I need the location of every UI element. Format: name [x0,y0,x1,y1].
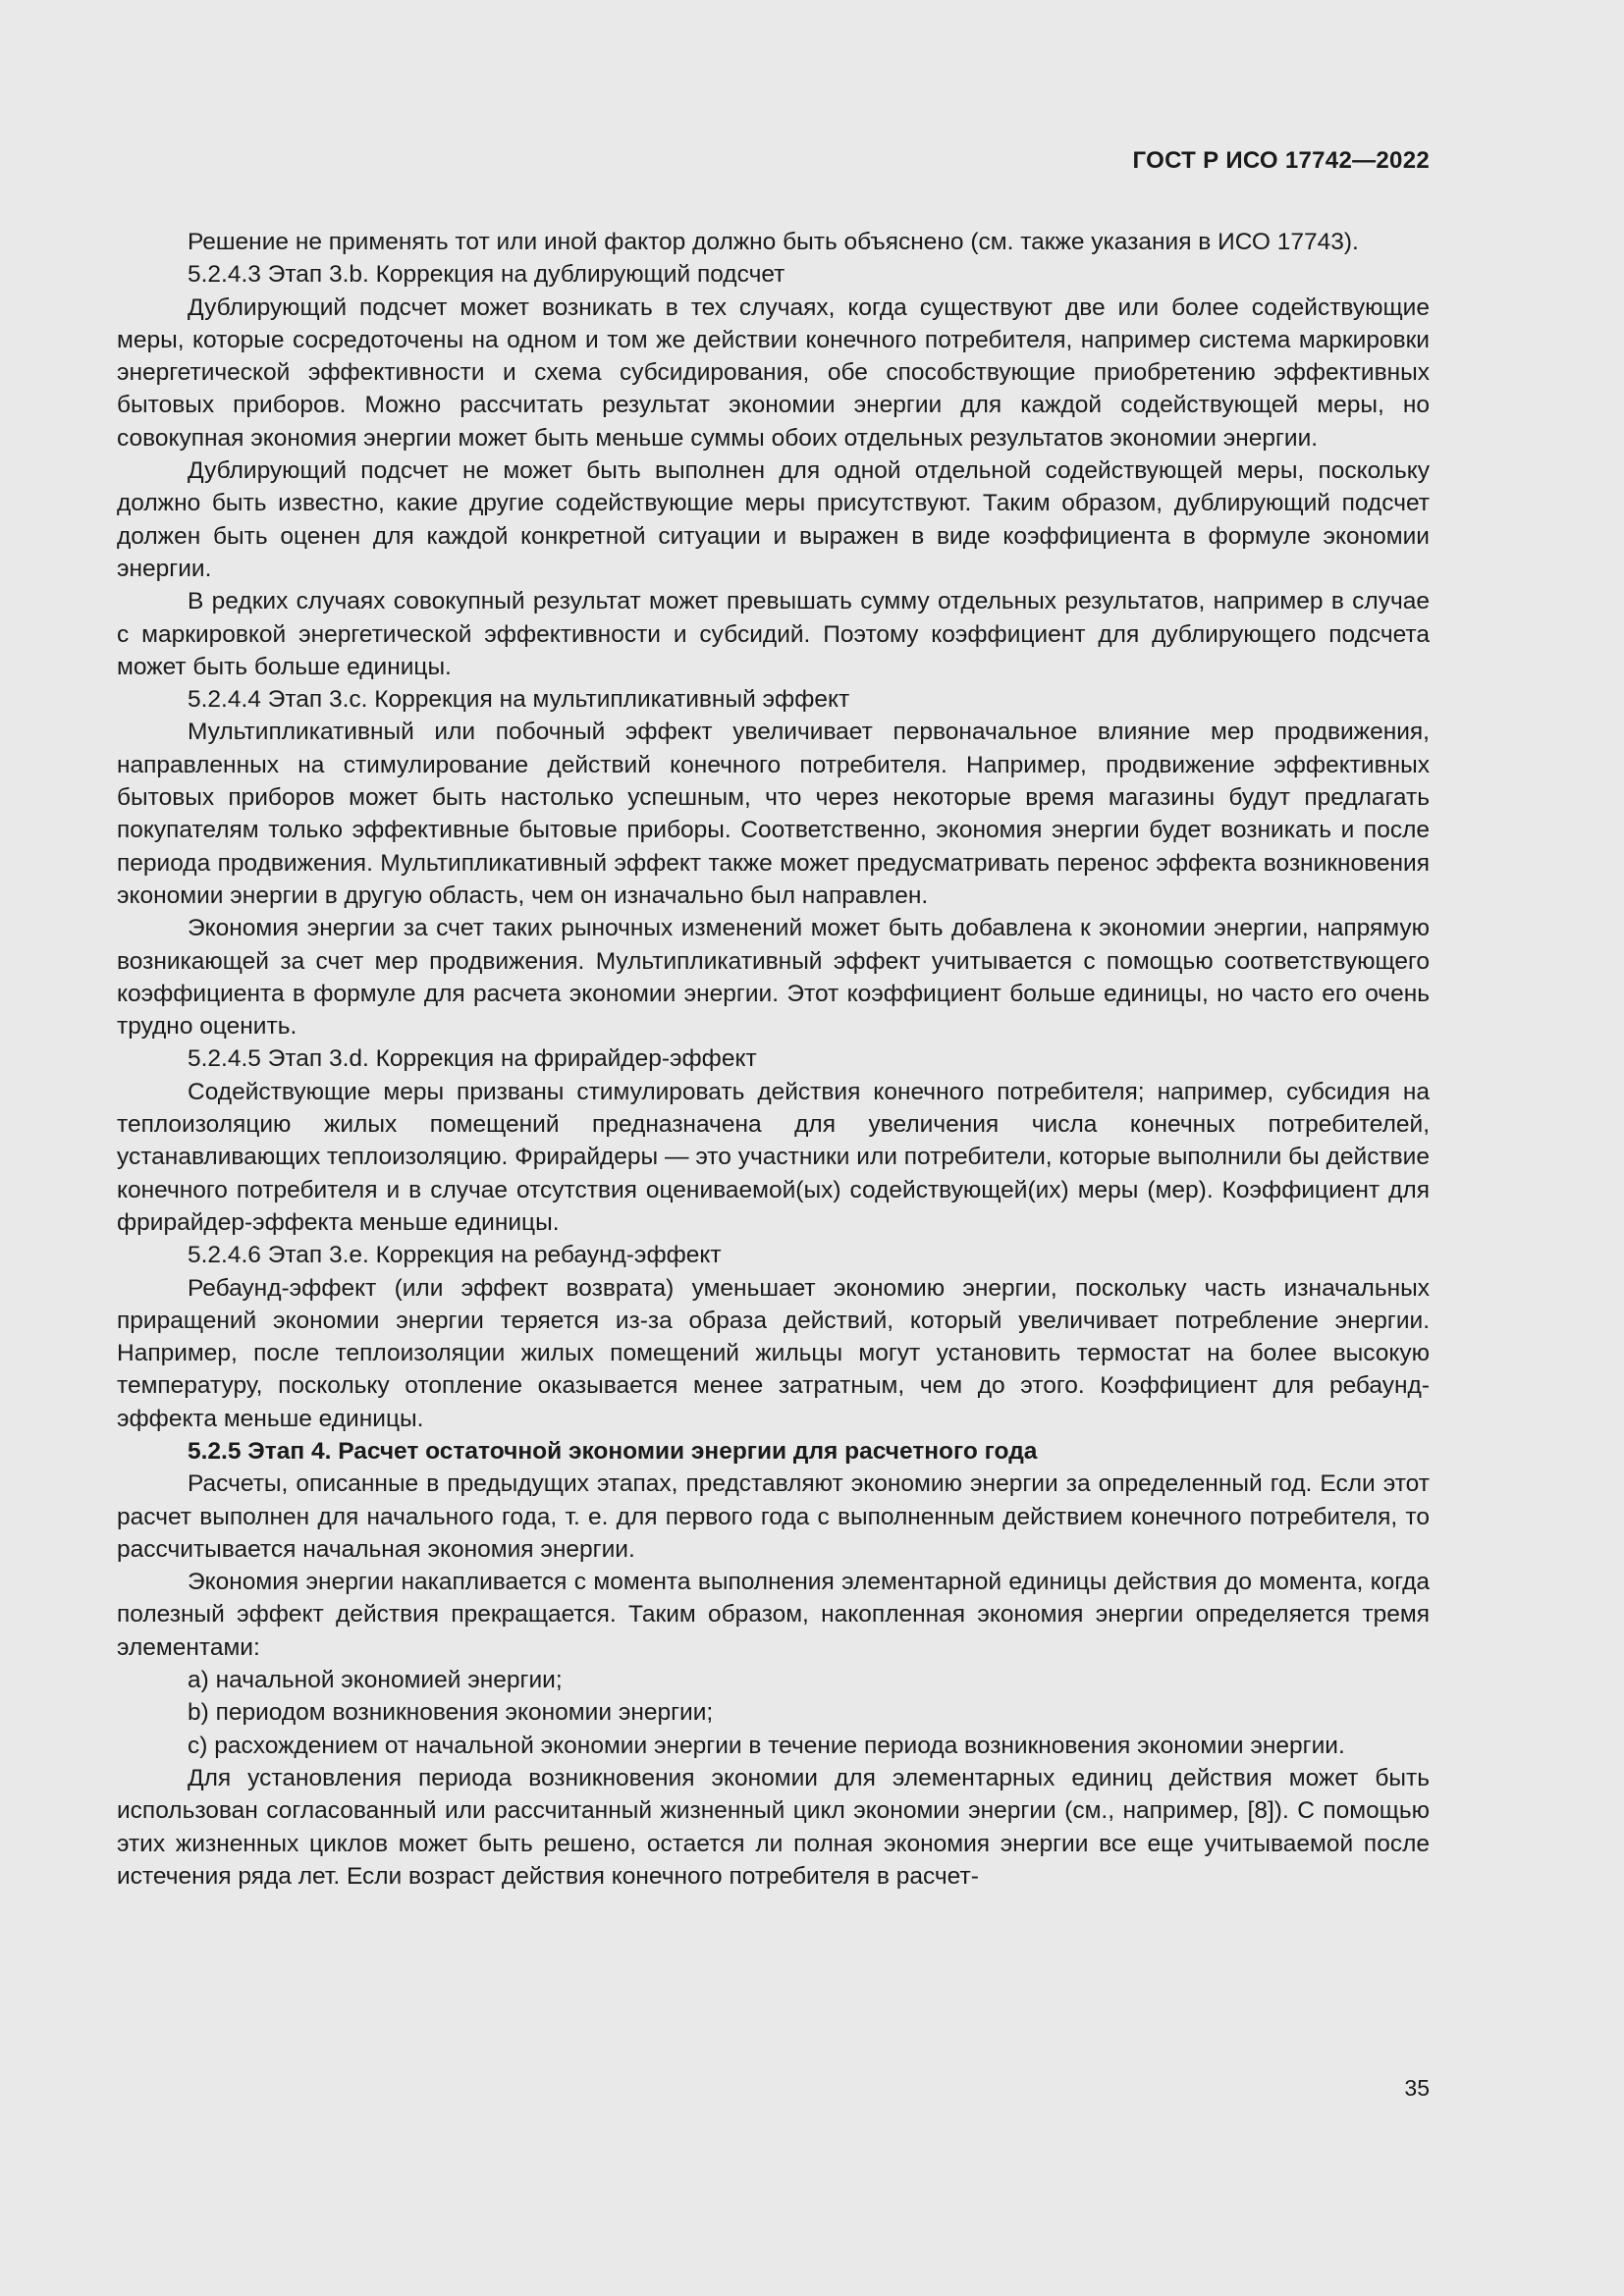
section-heading: 5.2.4.4 Этап 3.c. Коррекция на мультипликативный эффект [188,686,850,714]
paragraph: Дублирующий подсчет может возникать в тех случаях, когда существуют две или более содействующие меры, которые сосредоточены на одном и том же действии конечного потребителя, например система маркировки энергетической эффективности и схема субсидирования, обе способствующие приобретению эффективных бытовых приборов. Можно рассчитать результат экономии энергии для каждой содействующей меры, но совокупная экономия энергии может быть меньше суммы обоих отдельных результатов экономии энергии. [117,294,1430,452]
paragraph: Расчеты, описанные в предыдущих этапах, представляют экономию энергии за определенный год. Если этот расчет выполнен для начального года, т. е. для первого года с выполненным действием конечного потребителя, то рассчитывается начальная экономия энергии. [117,1470,1430,1563]
paragraph: В редких случаях совокупный результат может превышать сумму отдельных результатов, например в случае с маркировкой энергетической эффективности и субсидий. Поэтому коэффициент для дублирующего подсчета может быть больше единицы. [117,588,1430,680]
section-heading: 5.2.4.3 Этап 3.b. Коррекция на дублирующий подсчет [188,261,785,289]
paragraph: Экономия энергии накапливается с момента выполнения элементарной единицы действия до момента, когда полезный эффект действия прекращается. Таким образом, накопленная экономия энергии определяется тремя элементами: [117,1569,1430,1661]
paragraph: Мультипликативный или побочный эффект увеличивает первоначальное влияние мер продвижения, направленных на стимулирование действий конечного потребителя. Например, продвижение эффективных бытовых приборов может быть настолько успешным, что через некоторые время магазины будут предлагать покупателям только эффективные бытовые приборы. Соответственно, экономия энергии будет возникать и после периода продвижения. Мультипликативный эффект также может предусматривать перенос эффекта возникновения экономии энергии в другую область, чем он изначально был направлен. [117,719,1430,909]
section-heading: 5.2.4.5 Этап 3.d. Коррекция на фрирайдер-эффект [188,1045,757,1073]
paragraph: Для установления периода возникновения экономии для элементарных единиц действия может быть использован согласованный или рассчитанный жизненный цикл экономии энергии (см., например, [8]). С помощью этих жизненных циклов может быть решено, остается ли полная экономия энергии все еще учитываемой после истечения ряда лет. Если возраст действия конечного потребителя в расчет- [117,1764,1430,1890]
paragraph: Содействующие меры призваны стимулировать действия конечного потребителя; например, субсидия на теплоизоляцию жилых помещений предназначена для увеличения числа конечных потребителей, устанавливающих теплоизоляцию. Фрирайдеры — это участники или потребители, которые выполнили бы действие конечного потребителя и в случае отсутствия оцениваемой(ых) содействующей(их) меры (мер). Коэффициент для фрирайдер-эффекта меньше единицы. [117,1078,1430,1236]
page-number: 35 [1404,2075,1430,2101]
list-item: c) расхождением от начальной экономии энергии в течение периода возникновения экономии энергии. [188,1732,1345,1759]
section-heading-bold: 5.2.5 Этап 4. Расчет остаточной экономии энергии для расчетного года [188,1437,1038,1465]
document-header: ГОСТ Р ИСО 17742—2022 [1132,147,1430,174]
section-heading: 5.2.4.6 Этап 3.e. Коррекция на ребаунд-эффект [188,1242,722,1269]
paragraph: Ребаунд-эффект (или эффект возврата) уменьшает экономию энергии, поскольку часть изначальных приращений экономии энергии теряется из-за образа действий, который увеличивает потребление энергии. Например, после теплоизоляции жилых помещений жильцы могут установить термостат на более высокую температуру, поскольку отопление оказывается менее затратным, чем до этого. Коэффициент для ребаунд-эффекта меньше единицы. [117,1274,1430,1432]
list-item: b) периодом возникновения экономии энергии; [188,1699,714,1727]
list-item: a) начальной экономией энергии; [188,1667,563,1694]
document-body [117,226,1430,1893]
paragraph: Решение не применять тот или иной фактор должно быть объяснено (см. также указания в ИСО 17743). [188,229,1359,255]
paragraph: Дублирующий подсчет не может быть выполнен для одной отдельной содействующей меры, поскольку должно быть известно, какие другие содействующие меры присутствуют. Таким образом, дублирующий подсчет должен быть оценен для каждой конкретной ситуации и выражен в виде коэффициента в формуле экономии энергии. [117,457,1430,582]
paragraph: Экономия энергии за счет таких рыночных изменений может быть добавлена к экономии энергии, напрямую возникающей за счет мер продвижения. Мультипликативный эффект учитывается с помощью соответствующего коэффициента в формуле для расчета экономии энергии. Этот коэффициент больше единицы, но часто его очень трудно оценить. [117,915,1430,1041]
